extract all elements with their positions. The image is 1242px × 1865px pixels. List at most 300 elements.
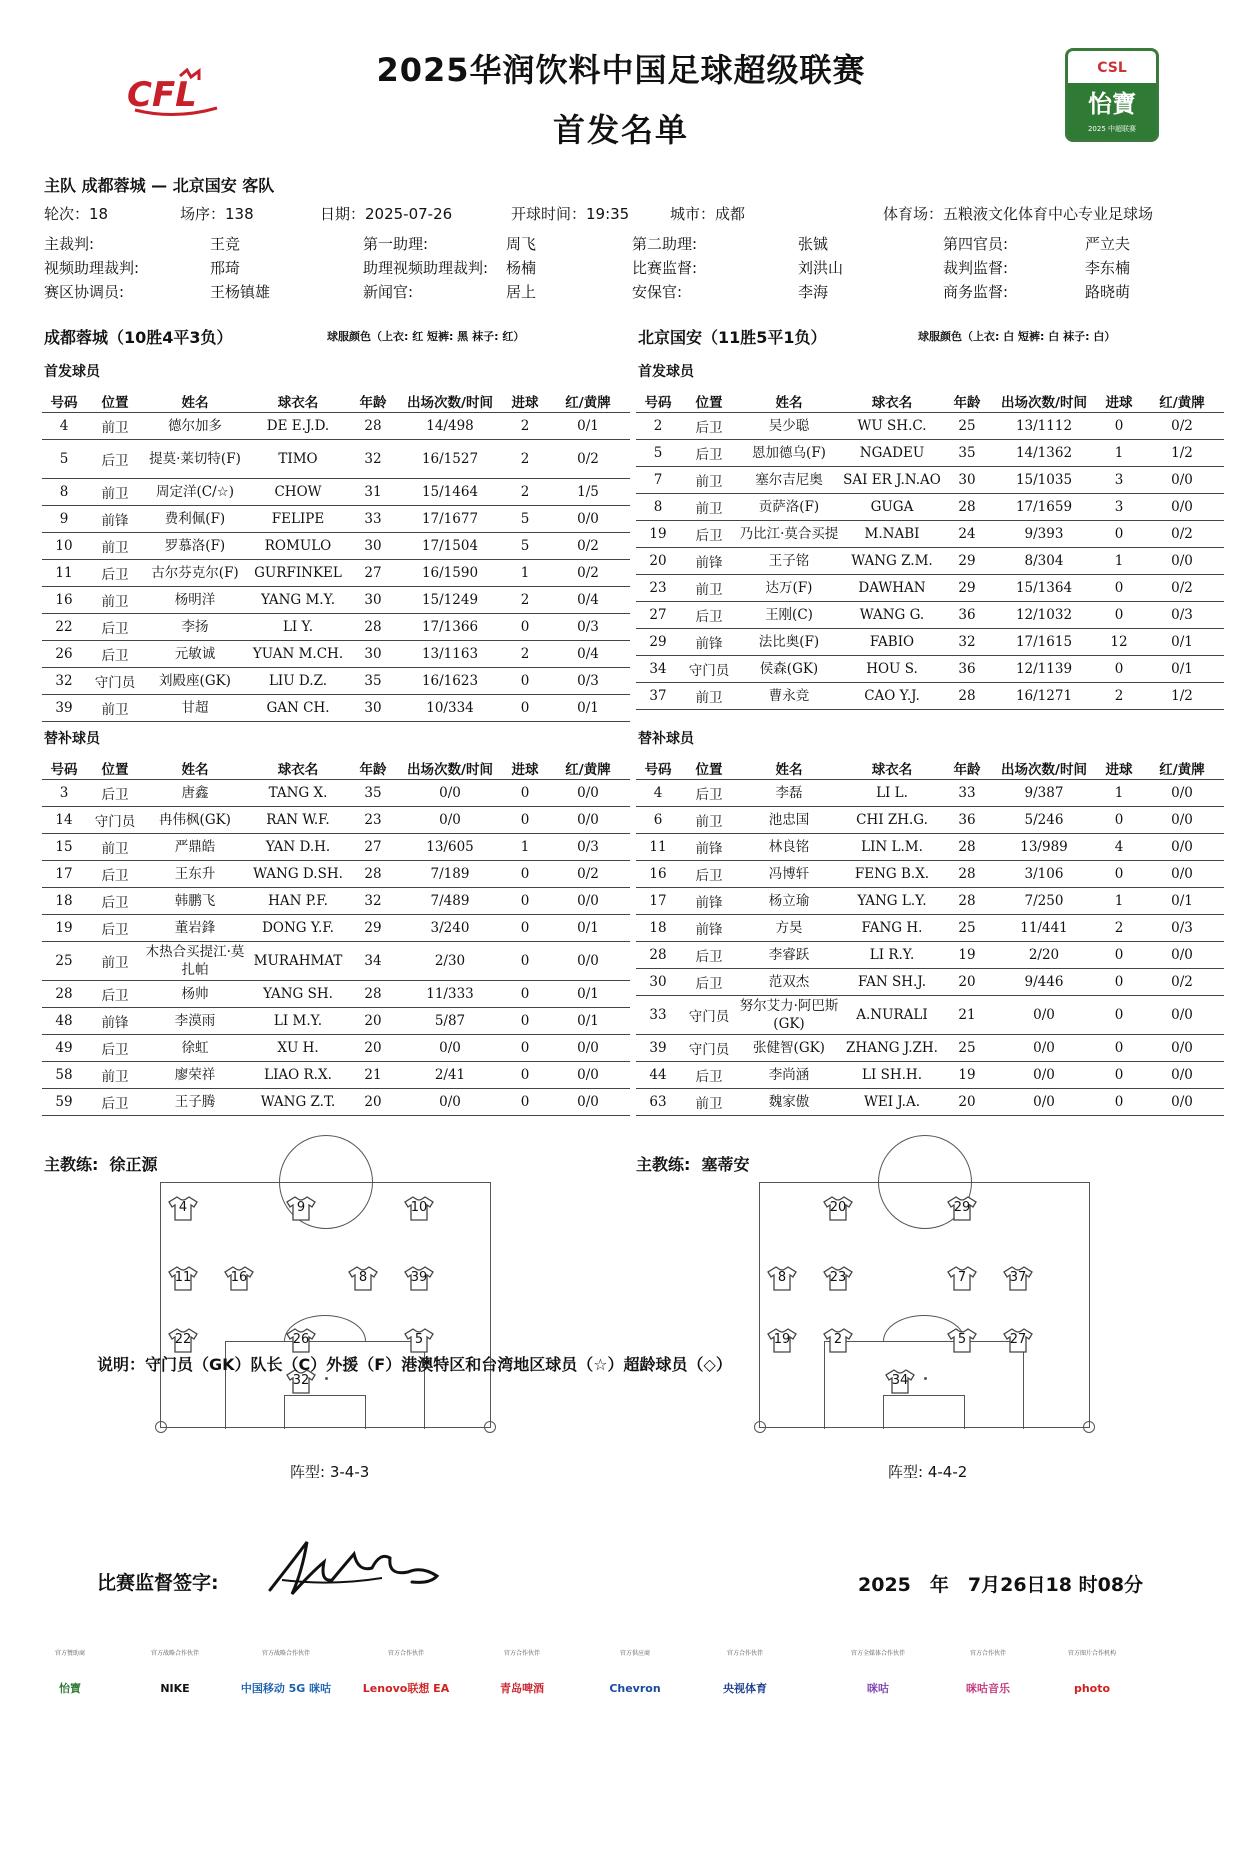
player-cell: 0/3 <box>546 667 630 694</box>
column-header: 姓名 <box>144 390 246 412</box>
player-cell: 0/0 <box>1140 466 1224 493</box>
player-cell: 4 <box>1098 833 1140 860</box>
player-cell: 12 <box>1098 628 1140 655</box>
player-cell: 48 <box>42 1007 86 1034</box>
player-cell: 张健智(GK) <box>738 1034 840 1061</box>
player-cell: 25 <box>944 1034 990 1061</box>
shirt-number: 37 <box>1009 1270 1027 1285</box>
home-starters-label: 首发球员 <box>44 364 100 380</box>
player-cell: LI L. <box>840 779 944 806</box>
player-cell: 守门员 <box>86 806 144 833</box>
player-cell: GAN CH. <box>246 694 350 721</box>
player-cell: 14/498 <box>396 412 504 439</box>
player-cell: 2 <box>504 640 546 667</box>
player-cell: 廖荣祥 <box>144 1061 246 1088</box>
player-cell: 32 <box>350 887 396 914</box>
player-cell: 3 <box>1098 493 1140 520</box>
player-cell: 0/0 <box>546 887 630 914</box>
player-cell: 17 <box>42 860 86 887</box>
player-cell: 13/605 <box>396 833 504 860</box>
player-cell: 王刚(C) <box>738 601 840 628</box>
player-cell: 吴少聪 <box>738 412 840 439</box>
home-coach: 主教练: 徐正源 <box>44 1155 158 1174</box>
signature-date: 2025 年 7月26日18 时08分 <box>858 1574 1144 1596</box>
player-cell: 7/250 <box>990 887 1098 914</box>
player-cell: 2 <box>504 586 546 613</box>
player-cell: NGADEU <box>840 439 944 466</box>
player-cell: 21 <box>350 1061 396 1088</box>
shirt-number: 5 <box>414 1332 424 1347</box>
player-row <box>42 505 630 532</box>
player-cell: 20 <box>636 547 680 574</box>
player-cell: 前锋 <box>680 833 738 860</box>
player-row <box>42 1088 630 1115</box>
player-cell: 后卫 <box>680 412 738 439</box>
shirt-number: 23 <box>829 1270 847 1285</box>
shirt-icon <box>286 1195 316 1221</box>
player-cell: CHOW <box>246 478 350 505</box>
official-role: 第四官员: <box>943 235 1009 253</box>
official-role: 新闻官: <box>363 283 414 301</box>
player-cell: 罗慕洛(F) <box>144 532 246 559</box>
player-cell: 1 <box>504 833 546 860</box>
player-cell: 28 <box>350 980 396 1007</box>
svg-text:CFL: CFL <box>127 75 197 115</box>
player-cell: 前卫 <box>680 682 738 709</box>
sponsor-logo: 官方供应商 Chevron <box>609 1650 661 1695</box>
player-cell: 20 <box>350 1007 396 1034</box>
shirt-icon <box>286 1327 316 1353</box>
player-cell: 1/5 <box>546 478 630 505</box>
sponsor-logo: 官方合作伙伴 咪咕音乐 <box>966 1650 1010 1695</box>
player-cell: 2/41 <box>396 1061 504 1088</box>
player-cell: 0 <box>1098 601 1140 628</box>
away-formation-pitch <box>759 1182 1090 1428</box>
shirt-icon <box>404 1195 434 1221</box>
official-role: 比赛监督: <box>632 259 698 277</box>
player-cell: 59 <box>42 1088 86 1115</box>
player-row <box>636 806 1224 833</box>
shirt-icon <box>947 1327 977 1353</box>
player-row <box>636 520 1224 547</box>
shirt-icon <box>823 1195 853 1221</box>
player-cell: 0 <box>1098 1034 1140 1061</box>
player-cell: 28 <box>42 980 86 1007</box>
player-row <box>42 914 630 941</box>
column-header: 进球 <box>1098 390 1140 412</box>
shirt-number: 4 <box>178 1200 188 1215</box>
player-cell: 16/1271 <box>990 682 1098 709</box>
player-cell: 2 <box>636 412 680 439</box>
player-cell: 池忠国 <box>738 806 840 833</box>
player-cell: 36 <box>944 601 990 628</box>
player-cell: 13/1163 <box>396 640 504 667</box>
player-cell: 3 <box>1098 466 1140 493</box>
official-name: 张铖 <box>798 235 829 253</box>
player-cell: 后卫 <box>86 439 144 478</box>
shirt-icon <box>404 1265 434 1291</box>
sponsor-logo: 官方合作伙伴 青岛啤酒 <box>500 1650 544 1695</box>
player-row <box>636 779 1224 806</box>
player-cell: DAWHAN <box>840 574 944 601</box>
player-cell: 努尔艾力·阿巴斯(GK) <box>738 995 840 1034</box>
official-name: 邢琦 <box>210 259 241 277</box>
player-cell: 13/1112 <box>990 412 1098 439</box>
column-header: 进球 <box>504 757 546 779</box>
player-cell: 30 <box>350 640 396 667</box>
player-cell: 9 <box>42 505 86 532</box>
player-cell: WANG G. <box>840 601 944 628</box>
player-cell: 后卫 <box>86 640 144 667</box>
player-cell: 32 <box>42 667 86 694</box>
player-row <box>42 833 630 860</box>
shirt-number: 29 <box>953 1200 971 1215</box>
player-cell: 28 <box>944 493 990 520</box>
player-cell: 后卫 <box>680 520 738 547</box>
player-cell: 0 <box>504 806 546 833</box>
player-cell: 1 <box>1098 779 1140 806</box>
shirt-number: 27 <box>1009 1332 1027 1347</box>
player-cell: 0/1 <box>1140 655 1224 682</box>
player-cell: 后卫 <box>86 779 144 806</box>
player-cell: 0 <box>504 1007 546 1034</box>
player-cell: 4 <box>42 412 86 439</box>
home-team-name: 成都蓉城（10胜4平3负） <box>44 328 233 347</box>
player-cell: 塞尔吉尼奥 <box>738 466 840 493</box>
player-cell: 0 <box>1098 412 1140 439</box>
away-formation: 阵型: 4-4-2 <box>888 1463 968 1481</box>
player-cell: 10 <box>42 532 86 559</box>
player-cell: 28 <box>350 412 396 439</box>
player-cell: 16 <box>42 586 86 613</box>
player-cell: 7/489 <box>396 887 504 914</box>
player-cell: 0 <box>504 1034 546 1061</box>
player-cell: 28 <box>944 887 990 914</box>
player-cell: 0/0 <box>990 1061 1098 1088</box>
legend-note: 说明：守门员（GK）队长（C）外援（F）港澳特区和台湾地区球员（☆）超龄球员（◇） <box>97 1355 732 1374</box>
player-cell: 后卫 <box>86 887 144 914</box>
player-cell: 17/1659 <box>990 493 1098 520</box>
document-title: 首发名单 <box>552 111 689 149</box>
player-cell: HOU S. <box>840 655 944 682</box>
official-role: 赛区协调员: <box>44 283 125 301</box>
player-cell: 7/189 <box>396 860 504 887</box>
player-cell: 7 <box>636 466 680 493</box>
match-date: 日期：2025-07-26 <box>320 205 453 223</box>
player-cell: 0/0 <box>396 1034 504 1061</box>
column-header: 球衣名 <box>840 390 944 412</box>
player-cell: TIMO <box>246 439 350 478</box>
player-cell: 36 <box>944 655 990 682</box>
player-cell: 2 <box>504 412 546 439</box>
player-cell: 5 <box>504 505 546 532</box>
player-cell: 15/1249 <box>396 586 504 613</box>
player-cell: 杨明洋 <box>144 586 246 613</box>
player-cell: 守门员 <box>86 667 144 694</box>
match-line: 主队 成都蓉城 — 北京国安 客队 <box>44 176 275 195</box>
player-cell: 30 <box>350 586 396 613</box>
shirt-number: 19 <box>773 1332 791 1347</box>
player-cell: 58 <box>42 1061 86 1088</box>
sponsor-logo: 官方合作伙伴 Lenovo联想 EA <box>362 1650 450 1695</box>
player-cell: 林良铭 <box>738 833 840 860</box>
player-cell: 0/1 <box>546 412 630 439</box>
column-header: 红/黄牌 <box>546 757 630 779</box>
player-cell: 德尔加多 <box>144 412 246 439</box>
column-header: 球衣名 <box>246 757 350 779</box>
away-subs-table <box>636 757 1224 1116</box>
player-cell: 25 <box>944 914 990 941</box>
player-cell: 冉伟枫(GK) <box>144 806 246 833</box>
player-cell: 23 <box>350 806 396 833</box>
player-cell: 0 <box>504 694 546 721</box>
player-cell: 前锋 <box>86 1007 144 1034</box>
official-role: 安保官: <box>632 283 683 301</box>
player-cell: 杨帅 <box>144 980 246 1007</box>
player-cell: 28 <box>944 833 990 860</box>
player-cell: 后卫 <box>680 941 738 968</box>
player-cell: 5/246 <box>990 806 1098 833</box>
player-cell: FAN SH.J. <box>840 968 944 995</box>
player-cell: 费利佩(F) <box>144 505 246 532</box>
player-cell: 22 <box>42 613 86 640</box>
player-cell: 李睿跃 <box>738 941 840 968</box>
match-number: 场序：138 <box>180 205 254 223</box>
player-cell: 49 <box>42 1034 86 1061</box>
away-starters-table <box>636 390 1224 710</box>
player-cell: 27 <box>350 559 396 586</box>
player-cell: 21 <box>944 995 990 1034</box>
player-cell: 0 <box>504 667 546 694</box>
player-cell: CAO Y.J. <box>840 682 944 709</box>
player-cell: 26 <box>42 640 86 667</box>
player-cell: XU H. <box>246 1034 350 1061</box>
player-cell: 0/0 <box>1140 860 1224 887</box>
shirt-icon <box>1003 1265 1033 1291</box>
home-subs-label: 替补球员 <box>44 731 100 747</box>
player-cell: 0/1 <box>546 980 630 1007</box>
player-cell: 后卫 <box>86 559 144 586</box>
away-starters-label: 首发球员 <box>638 364 694 380</box>
official-name: 王竞 <box>210 235 241 253</box>
column-header: 姓名 <box>738 390 840 412</box>
player-cell: 0/0 <box>1140 547 1224 574</box>
player-cell: 后卫 <box>86 914 144 941</box>
player-cell: 30 <box>350 532 396 559</box>
player-cell: SAI ER J.N.AO <box>840 466 944 493</box>
player-cell: 后卫 <box>680 860 738 887</box>
player-cell: 李扬 <box>144 613 246 640</box>
official-name: 路晓萌 <box>1085 283 1131 301</box>
player-row <box>42 586 630 613</box>
player-cell: 2 <box>1098 914 1140 941</box>
column-header: 号码 <box>636 390 680 412</box>
player-cell: 4 <box>636 779 680 806</box>
player-cell: FENG B.X. <box>840 860 944 887</box>
player-cell: 0/0 <box>1140 941 1224 968</box>
shirt-icon <box>947 1265 977 1291</box>
player-cell: 恩加德乌(F) <box>738 439 840 466</box>
player-cell: 前卫 <box>86 532 144 559</box>
player-cell: 44 <box>636 1061 680 1088</box>
player-cell: 25 <box>944 412 990 439</box>
player-cell: LIN L.M. <box>840 833 944 860</box>
player-cell: 6 <box>636 806 680 833</box>
player-cell: 守门员 <box>680 1034 738 1061</box>
official-role: 裁判监督: <box>943 259 1009 277</box>
player-row <box>42 439 630 478</box>
player-cell: 0/0 <box>546 779 630 806</box>
player-cell: 0/1 <box>1140 628 1224 655</box>
away-kit-colors: 球服颜色（上衣: 白 短裤: 白 袜子: 白） <box>918 330 1116 343</box>
player-cell: 后卫 <box>86 1034 144 1061</box>
player-cell: 11/441 <box>990 914 1098 941</box>
player-cell: 前卫 <box>680 806 738 833</box>
player-cell: 王东升 <box>144 860 246 887</box>
player-cell: 0/1 <box>546 1007 630 1034</box>
player-cell: 28 <box>944 682 990 709</box>
player-cell: 5 <box>42 439 86 478</box>
player-cell: 0 <box>504 1088 546 1115</box>
column-header: 红/黄牌 <box>1140 757 1224 779</box>
player-cell: 5 <box>504 532 546 559</box>
official-name: 周飞 <box>506 235 537 253</box>
sponsor-logo: 官方全媒体合作伙伴 咪咕 <box>850 1650 905 1695</box>
player-cell: 李尚涵 <box>738 1061 840 1088</box>
player-cell: LI Y. <box>246 613 350 640</box>
player-cell: 0/2 <box>546 860 630 887</box>
player-cell: 2 <box>504 478 546 505</box>
player-cell: 27 <box>636 601 680 628</box>
player-row <box>42 694 630 721</box>
player-row <box>636 860 1224 887</box>
player-cell: 1/2 <box>1140 682 1224 709</box>
player-cell: 0/0 <box>546 505 630 532</box>
player-cell: 韩鹏飞 <box>144 887 246 914</box>
venue: 体育场：五粮液文化体育中心专业足球场 <box>883 205 1154 223</box>
player-cell: 9/446 <box>990 968 1098 995</box>
player-cell: 30 <box>944 466 990 493</box>
player-cell: 0/2 <box>546 559 630 586</box>
player-row <box>42 860 630 887</box>
player-cell: 守门员 <box>680 655 738 682</box>
player-row <box>636 941 1224 968</box>
player-cell: 28 <box>350 860 396 887</box>
player-cell: 王子铭 <box>738 547 840 574</box>
column-header: 位置 <box>680 390 738 412</box>
player-cell: 1 <box>504 559 546 586</box>
shirt-icon <box>947 1195 977 1221</box>
player-cell: 2 <box>504 439 546 478</box>
player-cell: 0 <box>1098 574 1140 601</box>
player-cell: 0/3 <box>1140 601 1224 628</box>
shirt-icon <box>224 1265 254 1291</box>
official-name: 李东楠 <box>1085 259 1131 277</box>
player-cell: 30 <box>636 968 680 995</box>
home-subs-table <box>42 757 630 1116</box>
player-cell: YANG SH. <box>246 980 350 1007</box>
player-row <box>42 779 630 806</box>
shirt-number: 9 <box>296 1200 306 1215</box>
player-cell: 2 <box>1098 682 1140 709</box>
column-header: 年龄 <box>350 757 396 779</box>
shirt-icon <box>168 1195 198 1221</box>
column-header: 位置 <box>680 757 738 779</box>
player-cell: 前卫 <box>680 1088 738 1115</box>
player-cell: 前卫 <box>680 493 738 520</box>
player-cell: 31 <box>350 478 396 505</box>
player-cell: 方昊 <box>738 914 840 941</box>
player-cell: 15/1364 <box>990 574 1098 601</box>
player-cell: 8 <box>42 478 86 505</box>
player-cell: 15 <box>42 833 86 860</box>
player-cell: 1/2 <box>1140 439 1224 466</box>
player-cell: 0 <box>1098 655 1140 682</box>
player-cell: 1 <box>1098 439 1140 466</box>
player-cell: 0/0 <box>1140 806 1224 833</box>
player-cell: 0/3 <box>546 613 630 640</box>
official-name: 严立夫 <box>1085 235 1131 253</box>
player-cell: 11 <box>42 559 86 586</box>
column-header: 球衣名 <box>840 757 944 779</box>
player-cell: 侯森(GK) <box>738 655 840 682</box>
player-cell: 0/0 <box>546 1088 630 1115</box>
column-header: 出场次数/时间 <box>396 390 504 412</box>
player-cell: 33 <box>944 779 990 806</box>
player-cell: 0 <box>504 613 546 640</box>
player-cell: 0 <box>1098 860 1140 887</box>
player-cell: 0/2 <box>1140 968 1224 995</box>
player-cell: 63 <box>636 1088 680 1115</box>
signature-label: 比赛监督签字: <box>97 1572 219 1594</box>
player-cell: 乃比江·莫合买提 <box>738 520 840 547</box>
column-header: 年龄 <box>944 757 990 779</box>
shirt-icon <box>823 1327 853 1353</box>
player-cell: HAN P.F. <box>246 887 350 914</box>
player-cell: 17/1366 <box>396 613 504 640</box>
player-cell: YANG L.Y. <box>840 887 944 914</box>
player-cell: WANG Z.M. <box>840 547 944 574</box>
player-cell: 0 <box>1098 806 1140 833</box>
official-name: 李海 <box>798 283 829 301</box>
csl-logo: CSL 怡寶 2025 中超联赛 <box>1065 48 1159 142</box>
shirt-icon <box>767 1265 797 1291</box>
player-cell: 3/240 <box>396 914 504 941</box>
player-row <box>42 478 630 505</box>
player-cell: 25 <box>42 941 86 980</box>
player-cell: 35 <box>350 667 396 694</box>
player-row <box>636 887 1224 914</box>
shirt-number: 11 <box>174 1270 192 1285</box>
player-cell: 28 <box>350 613 396 640</box>
player-cell: YANG M.Y. <box>246 586 350 613</box>
shirt-number: 2 <box>833 1332 843 1347</box>
player-cell: 前卫 <box>86 1061 144 1088</box>
player-cell: CHI ZH.G. <box>840 806 944 833</box>
player-row <box>636 439 1224 466</box>
home-formation-pitch <box>160 1182 491 1428</box>
player-row <box>42 1007 630 1034</box>
player-cell: 0 <box>504 914 546 941</box>
player-row <box>42 941 630 980</box>
player-cell: 17/1615 <box>990 628 1098 655</box>
player-cell: 17 <box>636 887 680 914</box>
player-cell: 0/1 <box>546 694 630 721</box>
column-header: 红/黄牌 <box>546 390 630 412</box>
player-cell: 32 <box>350 439 396 478</box>
player-cell: 29 <box>944 547 990 574</box>
player-cell: 10/334 <box>396 694 504 721</box>
